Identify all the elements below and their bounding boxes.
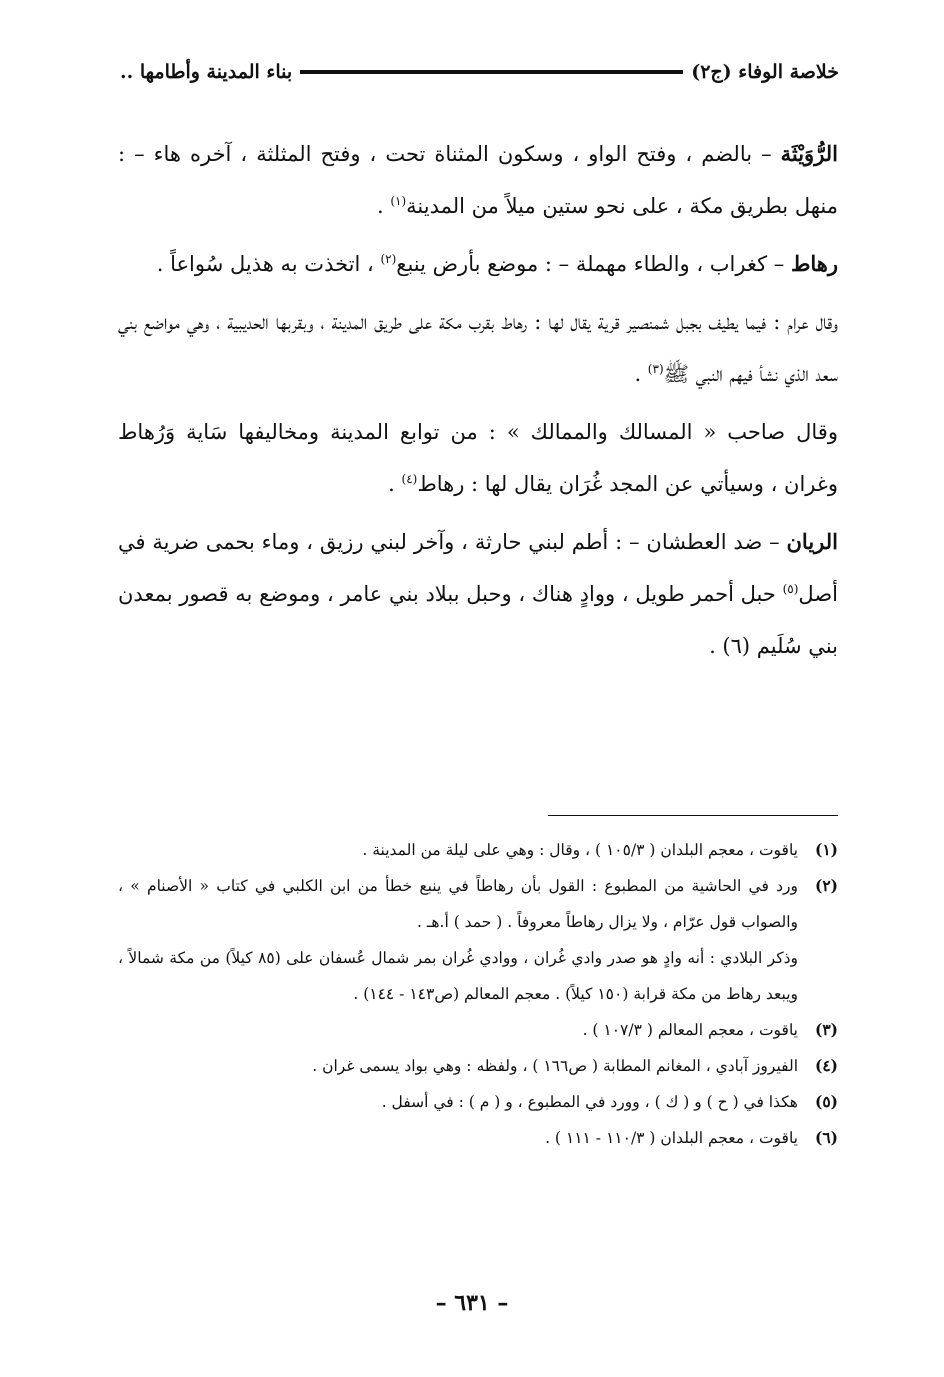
paragraph-tail: ، اتخذت به هذيل سُواعاً . <box>156 252 381 276</box>
paragraph-tail: حبل أحمر طويل ، ووادٍ هناك ، وحبل ببلاد بني عامر ، وموضع به قصور بمعدن بني سُلَيم (٦) . <box>118 582 838 658</box>
header-rule <box>300 70 683 74</box>
footnote-text: ياقوت ، معجم البلدان ( ١١٠/٣ - ١١١ ) . <box>545 1129 798 1147</box>
footnote-text: ياقوت ، معجم المعالم ( ١٠٧/٣ ) . <box>582 1021 798 1039</box>
header-book-title: خلاصة الوفاء (ج٢) <box>691 61 839 83</box>
footnote-divider <box>548 815 838 816</box>
paragraph-rayyan <box>118 516 838 672</box>
paragraph-tail: . <box>388 472 402 496</box>
footnote-number: (٤) <box>814 1056 838 1075</box>
footnote-ref: (١) <box>390 194 407 208</box>
entry-head: الرُّوَيْثَة <box>780 141 839 166</box>
footnote-ref: (٤) <box>401 472 418 486</box>
footnote-text: هكذا في ( ح ) و ( ك ) ، وورد في المطبوع ، و ( م ) : في أسفل . <box>381 1093 798 1111</box>
footnote-6 <box>118 1120 838 1156</box>
footnote-number: (٥) <box>814 1092 838 1111</box>
footnote-number: (٣) <box>814 1020 838 1039</box>
footnote-text: وذكر البلادي : أنه وادٍ هو صدر وادي غُران ، ووادي غُران بمر شمال عُسفان على (٨٥ كيلاً) من مكة شمالاً ، ويبعد رهاط من مكة قرابة (١٥٠ كيلاً) . معجم المعالم (ص١٤٣ - ١٤٤) . <box>118 949 798 1003</box>
page-number: – ٦٣١ – <box>435 1290 509 1316</box>
paragraph-tail: . <box>634 362 648 386</box>
footnote-text: ورد في الحاشية من المطبوع : القول بأن رهاطاً في ينبع خطأ من ابن الكلبي في كتاب « الأصنام » ، والصواب قول عرّام ، ولا يزال رهاطاً معروفاً . ( حمد ) أ.هـ . <box>118 877 798 931</box>
paragraph-rihat <box>118 238 838 290</box>
footnote-text: ياقوت ، معجم البلدان ( ١٠٥/٣ ) ، وقال : وهي على ليلة من المدينة . <box>362 841 798 859</box>
footnote-number: (٢) <box>814 876 838 895</box>
footnote-ref: (٢) <box>380 252 397 266</box>
paragraph-text: – بالضم ، وفتح الواو ، وسكون المثناة تحت ، وفتح المثلثة ، آخره هاء – : منهل بطريق مكة ، على نحو ستين ميلاً من المدينة <box>118 142 838 218</box>
header-chapter-title: بناء المدينة وأطامها .. <box>120 61 293 83</box>
paragraph-ruwaytha <box>118 128 838 232</box>
paragraph-aram <box>118 296 838 400</box>
paragraph-masalik <box>118 406 838 510</box>
footnote-number: (١) <box>814 840 838 859</box>
footnote-1 <box>118 832 838 868</box>
entry-head: الريان <box>786 529 838 554</box>
footnote-5 <box>118 1084 838 1120</box>
footnotes <box>118 832 838 1156</box>
running-header <box>120 52 839 92</box>
paragraph-text: وقال عرام : فيما يطيف بجبل شمنصير قرية يقال لها : رهاط بقرب مكة على طريق المدينة ، وبقربها الحديبية ، وهي مواضع بني سعد الذي نشأ فيهم النبي ﷺ <box>118 310 838 386</box>
footnote-4 <box>118 1048 838 1084</box>
paragraph-tail: . <box>376 194 391 218</box>
paragraph-text: وقال صاحب « المسالك والممالك » : من توابع المدينة ومخاليفها سَاية وَرُهاط وغران ، وسيأتي عن المجد غُرَان يقال لها : رهاط <box>118 420 838 496</box>
main-text <box>118 128 838 678</box>
paragraph-text: – كغراب ، والطاء مهملة – : موضع بأرض ينبع <box>396 252 791 276</box>
footnote-ref: (٣) <box>647 362 664 376</box>
footnote-ref: (٥) <box>782 582 799 596</box>
footnote-2-continued <box>118 940 838 1012</box>
paragraph-text: – ضد العطشان – : أطم لبني حارثة ، وآخر لبني رزيق ، وماء بحمى ضرية في أصل <box>118 530 838 606</box>
footnote-3 <box>118 1012 838 1048</box>
footnote-text: الفيروز آبادي ، المغانم المطابة ( ص١٦٦ ) ، ولفظه : وهي بواد يسمى غران . <box>312 1057 798 1075</box>
footnote-number: (٦) <box>814 1128 838 1147</box>
entry-head: رهاط <box>790 251 838 276</box>
footnote-2 <box>118 868 838 940</box>
